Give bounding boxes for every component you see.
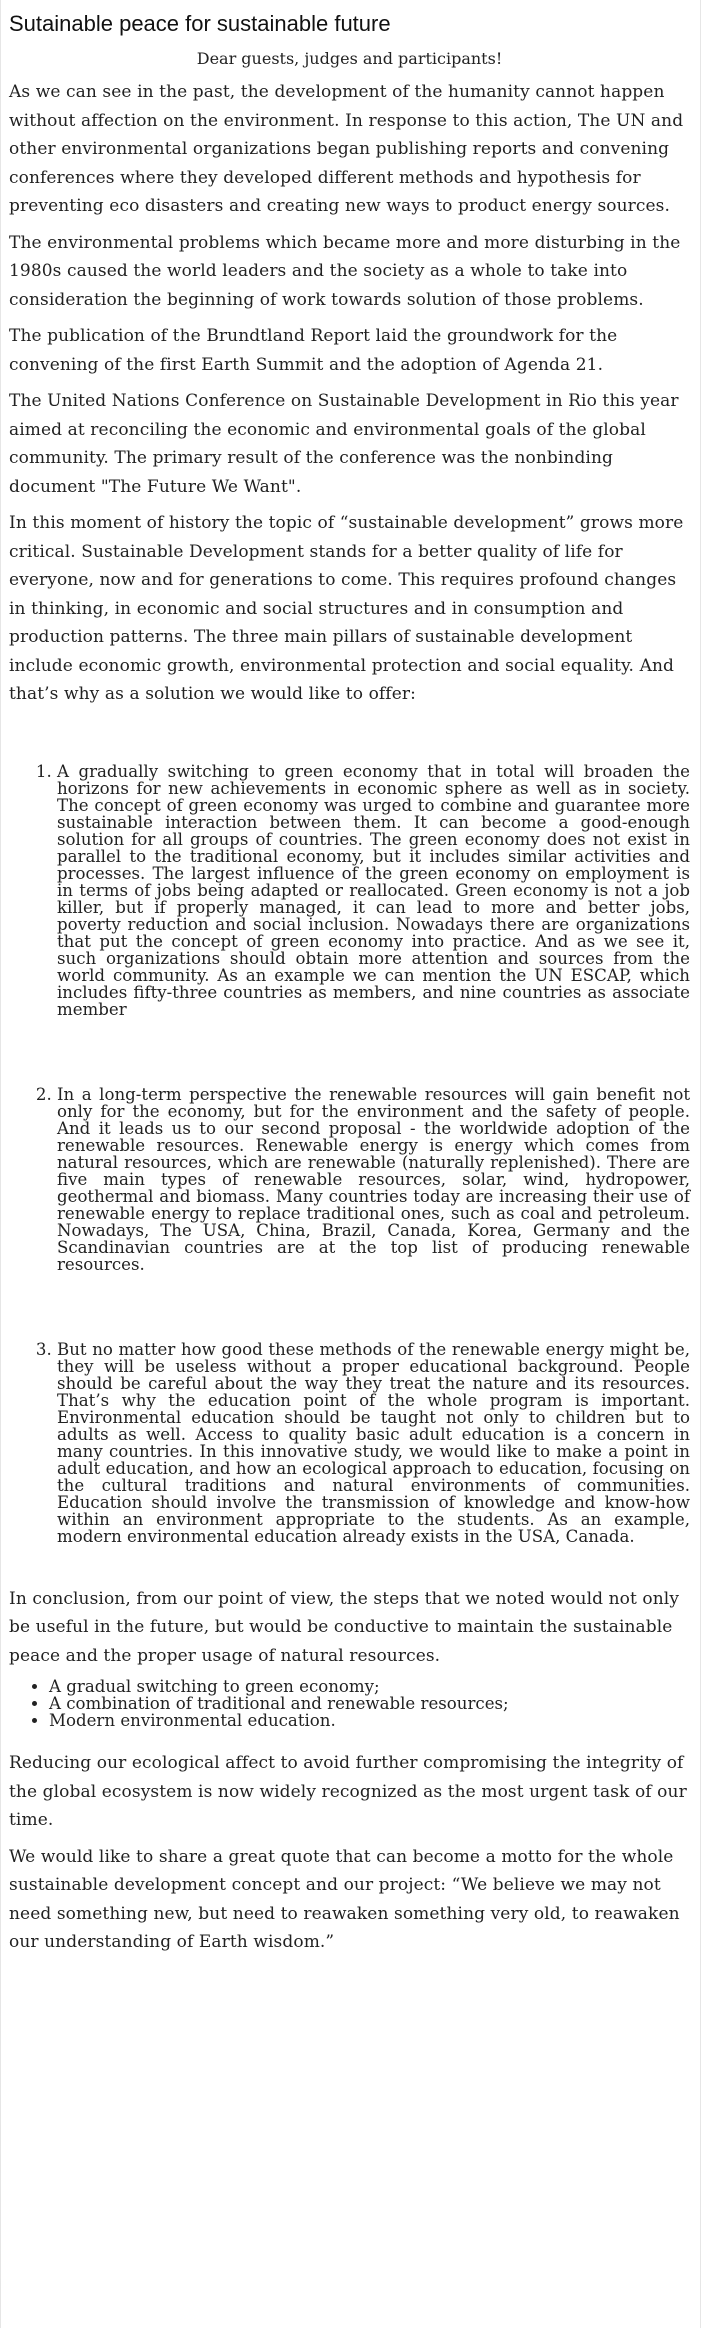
proposal-item: 2. In a long-term perspective the renewable resources will gain benefit not only for the economy, but for the environment and the safety of people. And it leads us to our second proposal - the worldwide adoption of the renewable resources. Renewable energy is energy which comes from natural resources, which are renewable (naturally replenished). There are five main types of renewable resources, solar, wind, hydropower, geothermal and biomass. Many countries today are increasing their use of renewable energy to replace traditional ones, such as coal and petroleum. Nowadays, The USA, China, Brazil, Canada, Korea, Germany and the Scandinavian countries are at the top list of producing renewable resources. bbox=[57, 1086, 690, 1273]
intro-paragraph: The publication of the Brundtland Report laid the groundwork for the convening of the first Earth Summit and the adoption of Agenda 21. bbox=[9, 326, 618, 375]
intro-paragraph: In this moment of history the topic of “sustainable development” grows more critical. Sustainable Development stands for a better quality of life for everyone, now and for generations to come. This requires profound changes in thinking, in economic and social structures and in consumption and production patterns. The three main pillars of sustainable development include economic growth, environmental protection and social equality. And that’s why as a solution we would like to offer: bbox=[9, 513, 684, 704]
intro-paragraph: The environmental problems which became more and more disturbing in the 1980s caused the world leaders and the society as a whole to take into consideration the beginning of work towards solution of those problems. bbox=[9, 232, 681, 310]
intro-paragraph: As we can see in the past, the development of the humanity cannot happen without affection on the environment. In response to this action, The UN and other environmental organizations began publishing reports and convening conferences where they developed different methods and hypothesis for preventing eco disasters and creating new ways to product energy sources. bbox=[9, 82, 684, 216]
intro-paragraph: The United Nations Conference on Sustainable Development in Rio this year aimed at reconciling the economic and environmental goals of the global community. The primary result of the conference was the nonbinding document "The Future We Want". bbox=[9, 391, 679, 497]
page-title: Sutainable peace for sustainable future bbox=[9, 11, 391, 36]
proposal-item: 1. A gradually switching to green economy that in total will broaden the horizons for new achievements in economic sphere as well as in society. The concept of green economy was urged to combine and guarantee more sustainable interaction between them. It can become a good-enough solution for all groups of countries. The green economy does not exist in parallel to the traditional economy, but it includes similar activities and processes. The largest influence of the green economy on employment is in terms of jobs being adapted or reallocated. Green economy is not a job killer, but if properly managed, it can lead to more and better jobs, poverty reduction and social inclusion. Nowadays there are organizations that put the concept of green economy into practice. And as we see it, such organizations should obtain more attention and sources from the world community. As an example we can mention the UN ESCAP, which includes fifty-three countries as members, and nine countries as associate member bbox=[57, 763, 690, 1018]
summary-item: • A gradual switching to green economy; bbox=[49, 1678, 690, 1695]
proposal-item: 3. But no matter how good these methods of the renewable energy might be, they will be useless without a proper educational background. People should be careful about the way they treat the nature and its resources. That’s why the education point of the whole program is important. Environmental education should be taught not only to children but to adults as well. Access to quality basic adult education is a concern in many countries. In this innovative study, we would like to make a point in adult education, and how an ecological approach to education, focusing on the cultural traditions and natural environments of communities. Education should involve the transmission of knowledge and know-how within an environment appropriate to the students. As an example, modern environmental education already exists in the USA, Canada. bbox=[57, 1341, 690, 1545]
proposals-list bbox=[9, 763, 690, 1545]
conclusion-paragraph: In conclusion, from our point of view, the steps that we noted would not only be useful in the future, but would be conductive to maintain the sustainable peace and the proper usage of natural resources. bbox=[9, 1588, 680, 1666]
closing-paragraph: We would like to share a great quote that can become a motto for the whole sustainable development concept and our project: “We believe we may not need something new, but need to reawaken something very old, to reawaken our understanding of Earth wisdom.” bbox=[9, 1846, 680, 1952]
summary-item: • A combination of traditional and renewable resources; bbox=[49, 1695, 690, 1712]
closing-paragraph: Reducing our ecological affect to avoid further compromising the integrity of the global ecosystem is now widely recognized as the most urgent task of our time. bbox=[9, 1753, 687, 1830]
greeting: Dear guests, judges and participants! bbox=[196, 49, 503, 68]
summary-item: • Modern environmental education. bbox=[49, 1712, 690, 1729]
summary-list bbox=[9, 1678, 690, 1729]
